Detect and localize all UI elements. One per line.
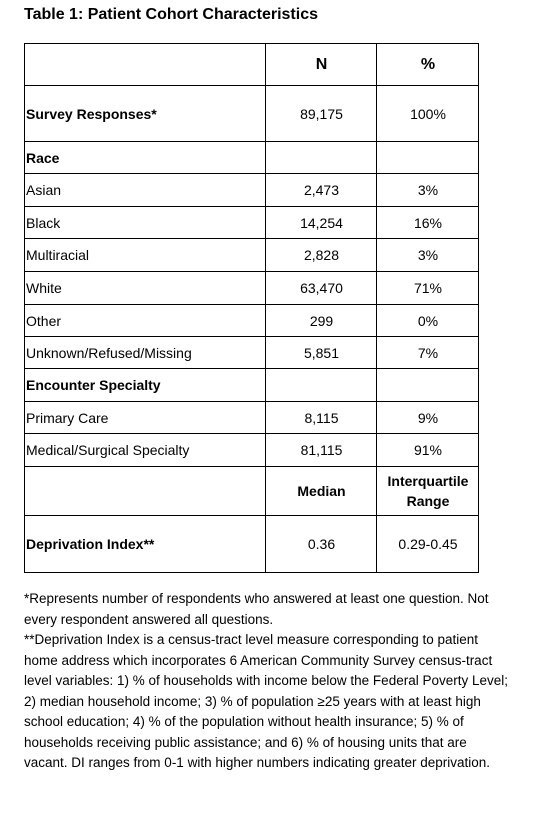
footnote-survey: *Represents number of respondents who answered at least one question. Not every respondent answered all questions. [24, 591, 489, 627]
row-label: Primary Care [25, 402, 266, 434]
row-pct: 16% [377, 207, 479, 239]
table-row [25, 86, 479, 142]
row-n: 299 [266, 305, 377, 337]
table-row [25, 337, 479, 369]
row-pct: 91% [377, 434, 479, 467]
iqr-line-1: Interquartile [387, 473, 469, 489]
table-row [25, 272, 479, 305]
table-row [25, 174, 479, 207]
row-label: Black [25, 207, 266, 239]
row-n: 5,851 [266, 337, 377, 369]
table-header-row [25, 44, 479, 86]
table-row [25, 434, 479, 467]
row-label: Multiracial [25, 239, 266, 272]
table-row [25, 305, 479, 337]
empty-cell [266, 369, 377, 402]
row-pct: 9% [377, 402, 479, 434]
row-label: Other [25, 305, 266, 337]
empty-cell [266, 142, 377, 174]
row-pct: 100% [377, 86, 479, 142]
empty-cell [377, 142, 479, 174]
row-n: 81,115 [266, 434, 377, 467]
header-median: Median [266, 467, 377, 516]
table-row [25, 207, 479, 239]
row-label: Unknown/Refused/Missing [25, 337, 266, 369]
table-row [25, 516, 479, 573]
table-subheader-row [25, 467, 479, 516]
iqr-line-2: Range [406, 493, 450, 509]
header-n: N [266, 44, 377, 86]
row-label: Survey Responses* [25, 86, 266, 142]
footnote-deprivation: **Deprivation Index is a census-tract level measure corresponding to patient home address which incorporates 6 American Community Survey census-tract level variables: 1) % of households with income below the Federal Poverty Level; 2) median household income; 3) % of population ≥25 years with at least high school education; 4) % of the population without health insurance; 5) % of households receiving public assistance; and 6) % of housing units that are vacant. DI ranges from 0-1 with higher numbers indicating greater deprivation. [24, 632, 509, 770]
cohort-table [24, 43, 479, 573]
header-pct: % [377, 44, 479, 86]
section-heading: Encounter Specialty [25, 369, 266, 402]
table-title: Table 1: Patient Cohort Characteristics [24, 6, 318, 23]
section-heading: Race [25, 142, 266, 174]
row-pct: 7% [377, 337, 479, 369]
row-label: Deprivation Index** [25, 516, 266, 573]
row-n: 8,115 [266, 402, 377, 434]
footnotes [24, 589, 514, 774]
row-pct: 3% [377, 239, 479, 272]
row-median: 0.36 [266, 516, 377, 573]
table-row [25, 402, 479, 434]
empty-cell [377, 369, 479, 402]
section-heading-row [25, 369, 479, 402]
empty-cell [25, 467, 266, 516]
row-pct: 71% [377, 272, 479, 305]
row-label: Asian [25, 174, 266, 207]
header-iqr [377, 467, 479, 516]
row-pct: 0% [377, 305, 479, 337]
row-n: 14,254 [266, 207, 377, 239]
row-n: 2,473 [266, 174, 377, 207]
row-n: 89,175 [266, 86, 377, 142]
row-label: Medical/Surgical Specialty [25, 434, 266, 467]
table-row [25, 239, 479, 272]
row-label: White [25, 272, 266, 305]
row-iqr: 0.29-0.45 [377, 516, 479, 573]
row-pct: 3% [377, 174, 479, 207]
row-n: 63,470 [266, 272, 377, 305]
section-heading-row [25, 142, 479, 174]
row-n: 2,828 [266, 239, 377, 272]
header-label-cell [25, 44, 266, 86]
